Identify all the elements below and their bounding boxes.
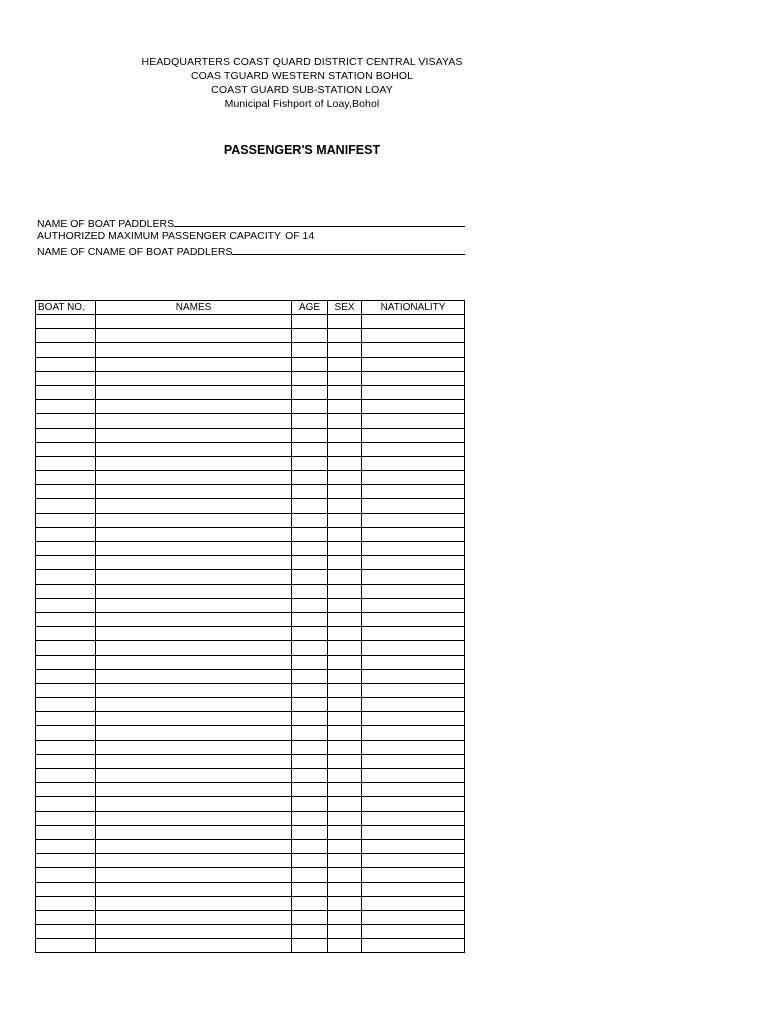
cell-nationality[interactable] (362, 442, 465, 456)
cell-sex[interactable] (328, 839, 362, 853)
cell-nationality[interactable] (362, 939, 465, 953)
cell-sex[interactable] (328, 627, 362, 641)
cell-age[interactable] (292, 925, 328, 939)
table-row (36, 698, 465, 712)
table-row (36, 428, 465, 442)
table-row (36, 598, 465, 612)
cell-boat-no[interactable] (36, 783, 96, 797)
cell-age[interactable] (292, 641, 328, 655)
cell-age[interactable] (292, 754, 328, 768)
cell-age[interactable] (292, 414, 328, 428)
cell-nationality[interactable] (362, 712, 465, 726)
cell-age[interactable] (292, 471, 328, 485)
cell-sex[interactable] (328, 825, 362, 839)
cell-name[interactable] (96, 471, 292, 485)
cell-sex[interactable] (328, 371, 362, 385)
cell-age[interactable] (292, 683, 328, 697)
cell-nationality[interactable] (362, 683, 465, 697)
cell-age[interactable] (292, 783, 328, 797)
table-row (36, 485, 465, 499)
cell-boat-no[interactable] (36, 584, 96, 598)
cell-boat-no[interactable] (36, 698, 96, 712)
cell-boat-no[interactable] (36, 882, 96, 896)
table-row (36, 783, 465, 797)
cell-sex[interactable] (328, 584, 362, 598)
cell-age[interactable] (292, 385, 328, 399)
cell-age[interactable] (292, 868, 328, 882)
cell-name[interactable] (96, 655, 292, 669)
cell-boat-no[interactable] (36, 513, 96, 527)
cell-boat-no[interactable] (36, 839, 96, 853)
cell-age[interactable] (292, 839, 328, 853)
cell-nationality[interactable] (362, 329, 465, 343)
capacity-value: OF 14 (285, 230, 315, 242)
cell-sex[interactable] (328, 882, 362, 896)
cell-sex[interactable] (328, 754, 362, 768)
cell-sex[interactable] (328, 499, 362, 513)
cell-nationality[interactable] (362, 584, 465, 598)
table-row (36, 442, 465, 456)
cell-nationality[interactable] (362, 754, 465, 768)
table-row (36, 499, 465, 513)
cell-name[interactable] (96, 442, 292, 456)
cell-age[interactable] (292, 329, 328, 343)
cell-boat-no[interactable] (36, 655, 96, 669)
cell-sex[interactable] (328, 570, 362, 584)
cell-age[interactable] (292, 556, 328, 570)
cell-age[interactable] (292, 428, 328, 442)
table-row (36, 712, 465, 726)
table-row (36, 939, 465, 953)
boat-paddlers-blank[interactable] (174, 216, 465, 227)
table-row (36, 910, 465, 924)
cell-boat-no[interactable] (36, 854, 96, 868)
cell-sex[interactable] (328, 769, 362, 783)
table-row (36, 414, 465, 428)
cell-nationality[interactable] (362, 868, 465, 882)
cell-nationality[interactable] (362, 315, 465, 329)
cell-age[interactable] (292, 371, 328, 385)
cell-sex[interactable] (328, 329, 362, 343)
cell-sex[interactable] (328, 485, 362, 499)
cell-nationality[interactable] (362, 641, 465, 655)
cell-name[interactable] (96, 925, 292, 939)
cell-nationality[interactable] (362, 825, 465, 839)
table-row (36, 896, 465, 910)
cell-age[interactable] (292, 811, 328, 825)
table-row (36, 740, 465, 754)
cell-sex[interactable] (328, 527, 362, 541)
cell-name[interactable] (96, 811, 292, 825)
cell-nationality[interactable] (362, 414, 465, 428)
cell-sex[interactable] (328, 712, 362, 726)
cell-nationality[interactable] (362, 400, 465, 414)
cell-age[interactable] (292, 499, 328, 513)
cell-nationality[interactable] (362, 726, 465, 740)
cell-name[interactable] (96, 754, 292, 768)
cell-nationality[interactable] (362, 925, 465, 939)
cell-sex[interactable] (328, 726, 362, 740)
cell-boat-no[interactable] (36, 329, 96, 343)
cell-boat-no[interactable] (36, 740, 96, 754)
cell-sex[interactable] (328, 655, 362, 669)
table-row (36, 811, 465, 825)
table-row (36, 925, 465, 939)
cell-name[interactable] (96, 797, 292, 811)
table-row (36, 669, 465, 683)
cell-age[interactable] (292, 527, 328, 541)
cell-nationality[interactable] (362, 598, 465, 612)
cell-name[interactable] (96, 428, 292, 442)
cell-boat-no[interactable] (36, 754, 96, 768)
cell-nationality[interactable] (362, 769, 465, 783)
cell-age[interactable] (292, 669, 328, 683)
table-row (36, 357, 465, 371)
column-header-boat-no: BOAT NO. (36, 301, 96, 315)
cell-name[interactable] (96, 882, 292, 896)
cell-boat-no[interactable] (36, 556, 96, 570)
table-row (36, 400, 465, 414)
cell-boat-no[interactable] (36, 712, 96, 726)
cell-boat-no[interactable] (36, 641, 96, 655)
cell-age[interactable] (292, 797, 328, 811)
cell-sex[interactable] (328, 428, 362, 442)
table-row (36, 542, 465, 556)
cell-boat-no[interactable] (36, 683, 96, 697)
cell-boat-no[interactable] (36, 769, 96, 783)
cell-nationality[interactable] (362, 357, 465, 371)
cell-boat-no[interactable] (36, 357, 96, 371)
table-row (36, 641, 465, 655)
cell-sex[interactable] (328, 357, 362, 371)
column-header-nationality: NATIONALITY (362, 301, 465, 315)
table-row (36, 854, 465, 868)
cell-sex[interactable] (328, 513, 362, 527)
column-header-names: NAMES (96, 301, 292, 315)
cell-boat-no[interactable] (36, 527, 96, 541)
cell-name[interactable] (96, 712, 292, 726)
table-row (36, 882, 465, 896)
cell-age[interactable] (292, 343, 328, 357)
cell-age[interactable] (292, 584, 328, 598)
cell-sex[interactable] (328, 896, 362, 910)
cell-boat-no[interactable] (36, 471, 96, 485)
cell-age[interactable] (292, 315, 328, 329)
cell-name[interactable] (96, 769, 292, 783)
table-row (36, 754, 465, 768)
cell-boat-no[interactable] (36, 371, 96, 385)
cell-boat-no[interactable] (36, 925, 96, 939)
cell-nationality[interactable] (362, 854, 465, 868)
cell-nationality[interactable] (362, 385, 465, 399)
cell-nationality[interactable] (362, 839, 465, 853)
cell-age[interactable] (292, 740, 328, 754)
table-row (36, 868, 465, 882)
cell-name[interactable] (96, 698, 292, 712)
cell-age[interactable] (292, 854, 328, 868)
cell-nationality[interactable] (362, 797, 465, 811)
table-row (36, 683, 465, 697)
cell-name[interactable] (96, 641, 292, 655)
cell-name[interactable] (96, 612, 292, 626)
cell-name[interactable] (96, 584, 292, 598)
cell-sex[interactable] (328, 456, 362, 470)
cell-sex[interactable] (328, 669, 362, 683)
cell-boat-no[interactable] (36, 811, 96, 825)
table-row (36, 371, 465, 385)
cell-name[interactable] (96, 400, 292, 414)
column-header-age: AGE (292, 301, 328, 315)
table-row (36, 385, 465, 399)
cell-name[interactable] (96, 485, 292, 499)
cell-nationality[interactable] (362, 556, 465, 570)
table-row (36, 726, 465, 740)
table-row (36, 570, 465, 584)
cell-name[interactable] (96, 414, 292, 428)
cell-name[interactable] (96, 499, 292, 513)
cell-name[interactable] (96, 896, 292, 910)
cell-sex[interactable] (328, 683, 362, 697)
cell-name[interactable] (96, 357, 292, 371)
cell-boat-no[interactable] (36, 456, 96, 470)
cell-boat-no[interactable] (36, 315, 96, 329)
capacity-label: AUTHORIZED MAXIMUM PASSENGER CAPACITY (37, 230, 282, 242)
cell-name[interactable] (96, 385, 292, 399)
cell-sex[interactable] (328, 698, 362, 712)
table-row (36, 627, 465, 641)
table-header-row (36, 301, 465, 315)
manifest-title: PASSENGER'S MANIFEST (223, 143, 381, 157)
cname-blank[interactable] (232, 244, 465, 255)
cell-nationality[interactable] (362, 783, 465, 797)
cell-age[interactable] (292, 910, 328, 924)
cell-boat-no[interactable] (36, 542, 96, 556)
cell-sex[interactable] (328, 939, 362, 953)
table-row (36, 825, 465, 839)
cell-boat-no[interactable] (36, 825, 96, 839)
cell-nationality[interactable] (362, 343, 465, 357)
cell-name[interactable] (96, 910, 292, 924)
cell-name[interactable] (96, 556, 292, 570)
cell-boat-no[interactable] (36, 797, 96, 811)
cell-nationality[interactable] (362, 740, 465, 754)
table-row (36, 471, 465, 485)
cell-age[interactable] (292, 769, 328, 783)
table-row (36, 513, 465, 527)
header-line-1: HEADQUARTERS COAST QUARD DISTRICT CENTRAL VISAYAS (141, 56, 463, 68)
cell-sex[interactable] (328, 400, 362, 414)
table-row (36, 343, 465, 357)
cell-nationality[interactable] (362, 698, 465, 712)
cell-sex[interactable] (328, 442, 362, 456)
cell-sex[interactable] (328, 925, 362, 939)
cell-name[interactable] (96, 513, 292, 527)
cell-age[interactable] (292, 698, 328, 712)
cell-boat-no[interactable] (36, 896, 96, 910)
cell-boat-no[interactable] (36, 343, 96, 357)
cell-age[interactable] (292, 456, 328, 470)
cell-name[interactable] (96, 669, 292, 683)
table-row (36, 315, 465, 329)
cell-boat-no[interactable] (36, 868, 96, 882)
cell-sex[interactable] (328, 598, 362, 612)
cell-sex[interactable] (328, 811, 362, 825)
cell-age[interactable] (292, 513, 328, 527)
cell-nationality[interactable] (362, 485, 465, 499)
cell-boat-no[interactable] (36, 726, 96, 740)
cell-boat-no[interactable] (36, 485, 96, 499)
cell-nationality[interactable] (362, 542, 465, 556)
cell-age[interactable] (292, 726, 328, 740)
cell-sex[interactable] (328, 641, 362, 655)
cell-sex[interactable] (328, 783, 362, 797)
cell-nationality[interactable] (362, 527, 465, 541)
cell-sex[interactable] (328, 414, 362, 428)
cell-name[interactable] (96, 627, 292, 641)
cell-name[interactable] (96, 868, 292, 882)
cell-age[interactable] (292, 612, 328, 626)
cell-nationality[interactable] (362, 627, 465, 641)
cell-boat-no[interactable] (36, 627, 96, 641)
cell-sex[interactable] (328, 542, 362, 556)
cell-sex[interactable] (328, 385, 362, 399)
cell-name[interactable] (96, 315, 292, 329)
header-line-2: COAS TGUARD WESTERN STATION BOHOL (190, 70, 414, 82)
boat-paddlers-field (37, 216, 465, 230)
cell-boat-no[interactable] (36, 442, 96, 456)
cell-name[interactable] (96, 825, 292, 839)
cell-nationality[interactable] (362, 371, 465, 385)
cell-age[interactable] (292, 627, 328, 641)
cell-age[interactable] (292, 598, 328, 612)
cell-age[interactable] (292, 570, 328, 584)
cell-name[interactable] (96, 329, 292, 343)
cell-sex[interactable] (328, 343, 362, 357)
cell-boat-no[interactable] (36, 612, 96, 626)
cell-age[interactable] (292, 542, 328, 556)
cell-sex[interactable] (328, 868, 362, 882)
cell-boat-no[interactable] (36, 598, 96, 612)
cell-boat-no[interactable] (36, 570, 96, 584)
cell-nationality[interactable] (362, 612, 465, 626)
cell-age[interactable] (292, 825, 328, 839)
cell-age[interactable] (292, 896, 328, 910)
cell-name[interactable] (96, 343, 292, 357)
cell-name[interactable] (96, 527, 292, 541)
cell-age[interactable] (292, 357, 328, 371)
table-row (36, 527, 465, 541)
cell-boat-no[interactable] (36, 499, 96, 513)
table-row (36, 769, 465, 783)
cell-name[interactable] (96, 854, 292, 868)
cell-nationality[interactable] (362, 910, 465, 924)
cell-name[interactable] (96, 456, 292, 470)
cell-age[interactable] (292, 485, 328, 499)
table-row (36, 839, 465, 853)
table-row (36, 612, 465, 626)
cell-name[interactable] (96, 371, 292, 385)
cell-sex[interactable] (328, 556, 362, 570)
cell-name[interactable] (96, 542, 292, 556)
cell-boat-no[interactable] (36, 669, 96, 683)
cname-field (37, 244, 465, 258)
cname-label: NAME OF CNAME OF BOAT PADDLERS (37, 246, 233, 258)
cell-nationality[interactable] (362, 499, 465, 513)
manifest-table (35, 300, 465, 953)
cell-boat-no[interactable] (36, 939, 96, 953)
cell-name[interactable] (96, 939, 292, 953)
cell-name[interactable] (96, 740, 292, 754)
header-line-3: COAST GUARD SUB-STATION LOAY (211, 84, 393, 96)
table-row (36, 556, 465, 570)
cell-boat-no[interactable] (36, 400, 96, 414)
table-row (36, 655, 465, 669)
cell-boat-no[interactable] (36, 385, 96, 399)
cell-nationality[interactable] (362, 811, 465, 825)
cell-nationality[interactable] (362, 513, 465, 527)
cell-name[interactable] (96, 598, 292, 612)
cell-age[interactable] (292, 882, 328, 896)
cell-boat-no[interactable] (36, 910, 96, 924)
cell-name[interactable] (96, 683, 292, 697)
cell-sex[interactable] (328, 910, 362, 924)
cell-nationality[interactable] (362, 428, 465, 442)
cell-boat-no[interactable] (36, 414, 96, 428)
cell-sex[interactable] (328, 315, 362, 329)
cell-boat-no[interactable] (36, 428, 96, 442)
table-row (36, 329, 465, 343)
cell-age[interactable] (292, 400, 328, 414)
cell-nationality[interactable] (362, 896, 465, 910)
cell-sex[interactable] (328, 612, 362, 626)
cell-sex[interactable] (328, 471, 362, 485)
cell-nationality[interactable] (362, 570, 465, 584)
cell-sex[interactable] (328, 854, 362, 868)
cell-nationality[interactable] (362, 655, 465, 669)
table-row (36, 456, 465, 470)
cell-sex[interactable] (328, 797, 362, 811)
cell-name[interactable] (96, 783, 292, 797)
cell-nationality[interactable] (362, 882, 465, 896)
cell-nationality[interactable] (362, 471, 465, 485)
cell-age[interactable] (292, 712, 328, 726)
cell-nationality[interactable] (362, 669, 465, 683)
manifest-body (36, 315, 465, 953)
boat-paddlers-label: NAME OF BOAT PADDLERS (37, 218, 175, 230)
cell-name[interactable] (96, 726, 292, 740)
cell-name[interactable] (96, 839, 292, 853)
capacity-field (37, 230, 465, 242)
table-row (36, 797, 465, 811)
cell-name[interactable] (96, 570, 292, 584)
cell-age[interactable] (292, 939, 328, 953)
header-line-4: Municipal Fishport of Loay,Bohol (224, 98, 380, 110)
cell-nationality[interactable] (362, 456, 465, 470)
cell-age[interactable] (292, 442, 328, 456)
column-header-sex: SEX (328, 301, 362, 315)
cell-sex[interactable] (328, 740, 362, 754)
cell-age[interactable] (292, 655, 328, 669)
table-row (36, 584, 465, 598)
